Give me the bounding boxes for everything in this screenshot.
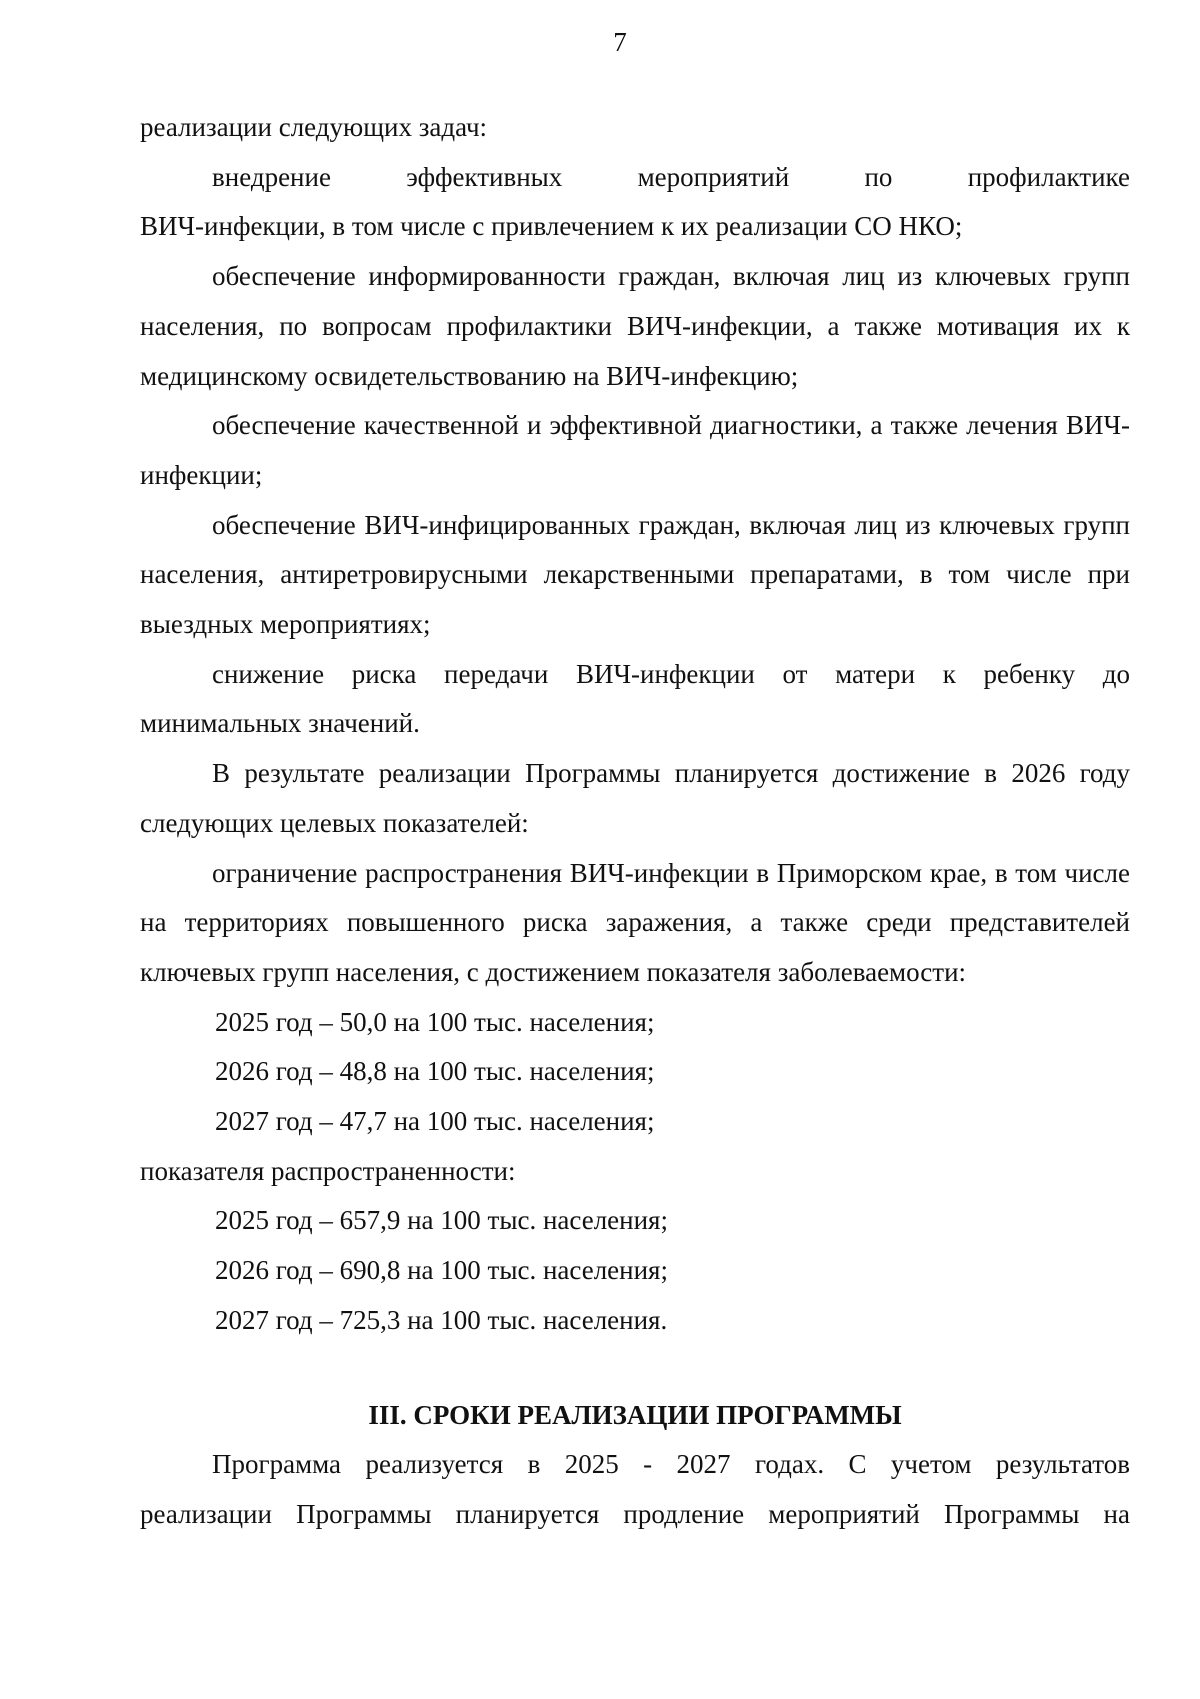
paragraph: обеспечение информированности граждан, включая лиц из ключевых групп населения, по вопросам профилактики ВИЧ-инфекции, а также мотивация их к медицинскому освидетельствованию на ВИЧ-инфекцию; bbox=[140, 261, 1130, 391]
list-item: 2027 год – 725,3 на 100 тыс. населения. bbox=[215, 1304, 668, 1335]
paragraph: реализации Программы планируется продление мероприятий Программы на bbox=[140, 1498, 1130, 1529]
paragraph: внедрение эффективных мероприятий по профилактике bbox=[212, 161, 1130, 192]
paragraph: обеспечение ВИЧ-инфицированных граждан, включая лиц из ключевых групп населения, антиретровирусными лекарственными препаратами, в том числе при выездных мероприятиях; bbox=[140, 509, 1130, 640]
list-item: 2026 год – 48,8 на 100 тыс. населения; bbox=[215, 1056, 655, 1087]
page-number: 7 bbox=[613, 27, 627, 57]
paragraph: ограничение распространения ВИЧ-инфекции в Приморском крае, в том числе на территориях повышенного риска заражения, а также среди представителей ключевых групп населения, с достижением показателя заболеваемости: bbox=[140, 857, 1130, 987]
list-item: 2027 год – 47,7 на 100 тыс. населения; bbox=[215, 1106, 655, 1137]
document-body bbox=[140, 103, 1130, 1540]
paragraph: ВИЧ-инфекции, в том числе с привлечением к их реализации СО НКО; bbox=[140, 211, 963, 242]
section-heading: III. СРОКИ РЕАЛИЗАЦИИ ПРОГРАММЫ bbox=[368, 1399, 902, 1430]
list-item: 2026 год – 690,8 на 100 тыс. населения; bbox=[215, 1255, 668, 1286]
paragraph: Программа реализуется в 2025 - 2027 годах. С учетом результатов bbox=[212, 1449, 1130, 1480]
paragraph: В результате реализации Программы планируется достижение в 2026 году следующих целевых показателей: bbox=[140, 758, 1130, 838]
paragraph: снижение риска передачи ВИЧ-инфекции от матери к ребенку до минимальных значений. bbox=[140, 658, 1130, 739]
list-item: 2025 год – 50,0 на 100 тыс. населения; bbox=[215, 1006, 655, 1037]
paragraph: обеспечение качественной и эффективной диагностики, а также лечения ВИЧ-инфекции; bbox=[140, 410, 1130, 490]
paragraph: показателя распространенности: bbox=[140, 1155, 516, 1186]
list-item: 2025 год – 657,9 на 100 тыс. населения; bbox=[215, 1205, 668, 1236]
paragraph: реализации следующих задач: bbox=[140, 112, 488, 142]
